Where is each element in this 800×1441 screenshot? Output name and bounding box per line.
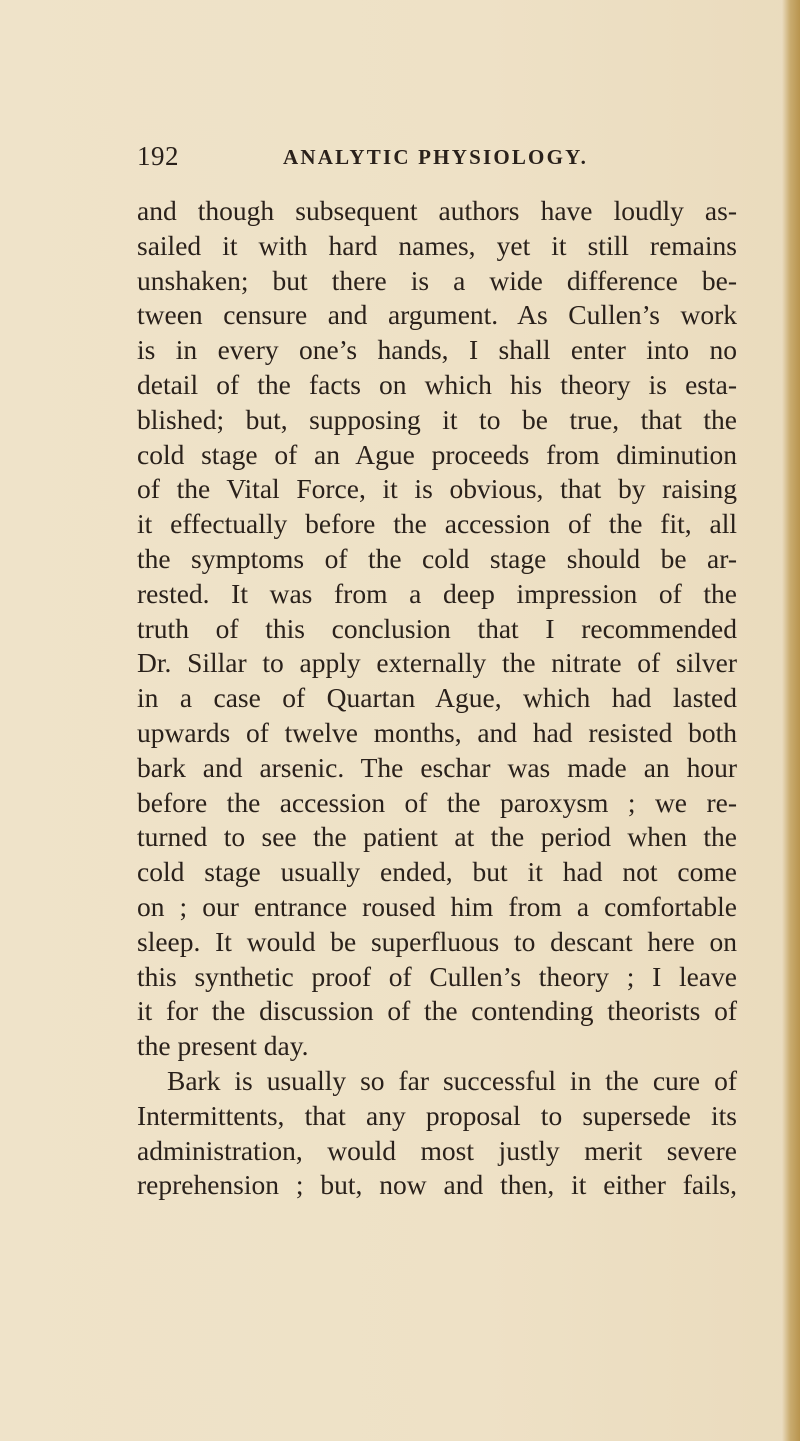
text-line: administration, would most justly merit severe [137,1134,737,1166]
text-line: rested. It was from a deep impression of the [137,577,737,609]
text-line: is in every one’s hands, I shall enter into no [137,334,737,366]
paragraph-end-line: the present day. [137,1030,309,1062]
text-line: before the accession of the paroxysm ; we re- [137,786,737,818]
text-line: reprehension ; but, now and then, it either fails, [137,1169,737,1201]
text-line: turned to see the patient at the period when the [137,821,737,853]
text-line: cold stage usually ended, but it had not come [137,856,737,888]
text-line: and though subsequent authors have loudly as- [137,195,737,226]
text-line: cold stage of an Ague proceeds from diminution [137,438,737,470]
page-edge-shadow [782,0,800,1441]
paragraph-start-line: Bark is usually so far successful in the cure of [167,1064,737,1096]
text-line: this synthetic proof of Cullen’s theory ; I leave [137,960,737,992]
text-line: blished; but, supposing it to be true, that the [137,403,737,435]
text-line: tween censure and argument. As Cullen’s work [137,299,737,331]
text-line: it effectually before the accession of the fit, all [137,508,737,540]
text-line: bark and arsenic. The eschar was made an hour [137,751,737,783]
text-line: in a case of Quartan Ague, which had lasted [137,682,737,714]
text-line: Dr. Sillar to apply externally the nitrate of silver [137,647,737,679]
text-line: of the Vital Force, it is obvious, that by raising [137,473,737,505]
body-text [137,194,737,1203]
text-line: on ; our entrance roused him from a comfortable [137,890,737,922]
text-line: sleep. It would be superfluous to descant here on [137,925,737,957]
text-line: upwards of twelve months, and had resisted both [137,716,737,748]
text-line: Intermittents, that any proposal to supersede its [137,1099,737,1131]
text-line: truth of this conclusion that I recommended [137,612,737,644]
running-title: ANALYTIC PHYSIOLOGY. [283,145,589,169]
text-line: detail of the facts on which his theory is esta- [137,368,737,400]
text-line: sailed it with hard names, yet it still remains [137,229,737,261]
text-line: the symptoms of the cold stage should be ar- [137,542,737,574]
text-line: unshaken; but there is a wide difference be- [137,264,737,296]
page-number: 192 [137,141,179,171]
text-line: it for the discussion of the contending theorists of [137,995,737,1027]
page-header [137,141,737,171]
